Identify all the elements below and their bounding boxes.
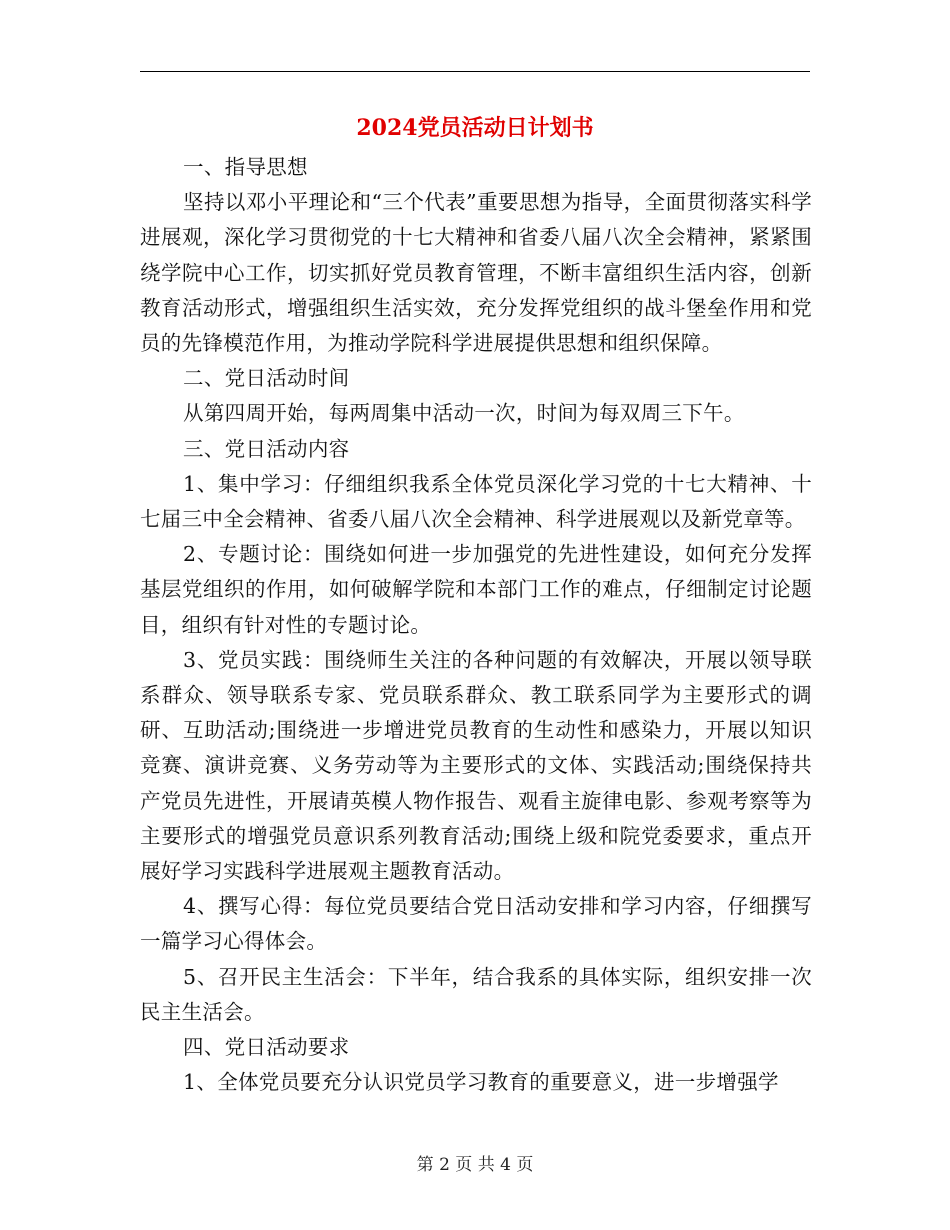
page-number-footer: 第 2 页 共 4 页: [416, 1155, 534, 1175]
paragraph-special-discussion: 2、专题讨论：围绕如何进一步加强党的先进性建设，如何充分发挥基层党组织的作用，如何破解学院和本部门工作的难点，仔细制定讨论题目，组织有针对性的专题讨论。: [140, 542, 812, 637]
section-heading-activity-requirements: 四、党日活动要求: [183, 1035, 350, 1060]
paragraph-democratic-meeting: 5、召开民主生活会：下半年，结合我系的具体实际，组织安排一次民主生活会。: [140, 964, 812, 1024]
header-rule: [140, 71, 810, 72]
section-heading-activity-content: 三、党日活动内容: [183, 436, 350, 461]
paragraph-member-practice: 3、党员实践：围绕师生关注的各种问题的有效解决，开展以领导联系群众、领导联系专家、党员联系群众、教工联系同学为主要形式的调研、互助活动;围绕进一步增进党员教育的生动性和感染力，开展以知识竞赛、演讲竞赛、义务劳动等为主要形式的文体、实践活动;围绕保持共产党员先进性，开展请英模人物作报告、观看主旋律电影、参观考察等为主要形式的增强党员意识系列教育活动;围绕上级和院党委要求，重点开展好学习实践科学进展观主题教育活动。: [140, 647, 812, 884]
section-heading-activity-time: 二、党日活动时间: [183, 366, 350, 391]
document-body: [140, 150, 812, 1100]
paragraph-requirement-1: 1、全体党员要充分认识党员学习教育的重要意义，进一步增强学: [183, 1070, 779, 1095]
paragraph-guiding-ideology: 坚持以邓小平理论和“三个代表”重要思想为指导，全面贯彻落实科学进展观，深化学习贯彻党的十七大精神和省委八届八次全会精神，紧紧围绕学院中心工作，切实抓好党员教育管理，不断丰富组织生活内容，创新教育活动形式，增强组织生活实效，充分发挥党组织的战斗堡垒作用和党员的先锋模范作用，为推动学院科学进展提供思想和组织保障。: [140, 190, 812, 356]
paragraph-activity-time: 从第四周开始，每两周集中活动一次，时间为每双周三下午。: [183, 401, 745, 426]
paragraph-centralized-study: 1、集中学习：仔细组织我系全体党员深化学习党的十七大精神、十七届三中全会精神、省委八届八次全会精神、科学进展观以及新党章等。: [140, 471, 812, 532]
section-heading-guiding-ideology: 一、指导思想: [183, 155, 308, 179]
paragraph-write-reflections: 4、撰写心得：每位党员要结合党日活动安排和学习内容，仔细撰写一篇学习心得体会。: [140, 894, 812, 954]
document-title: 2024党员活动日计划书: [356, 115, 594, 141]
